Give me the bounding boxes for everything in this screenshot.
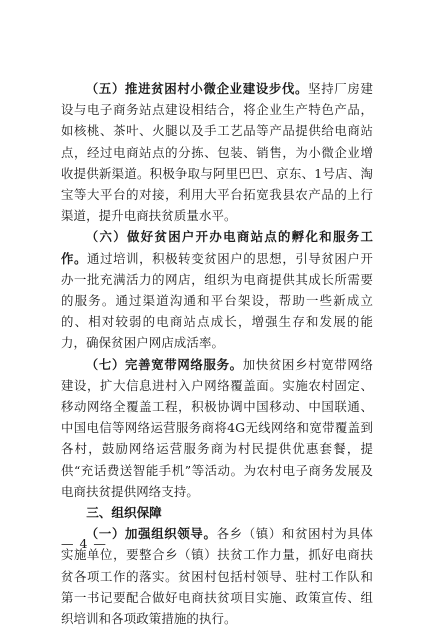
- paragraph-organization-body: 各乡（镇）和贫困村为具体实施单位，要整合乡（镇）扶贫工作力量，抓好电商扶贫各项工作的落实。贫困村包括村领导、驻村工作队和第一书记要配合做好电商扶贫项目实施、政策宣传、组织培训和各项政策措施的执行。: [61, 526, 373, 627]
- paragraph-7-lead: （七）完善宽带网络服务。: [85, 356, 243, 372]
- paragraph-7: [61, 354, 373, 502]
- paragraph-5: [61, 78, 373, 226]
- paragraph-organization-lead: （一）加强组织领导。: [85, 526, 217, 542]
- paragraph-6-body: 通过培训，积极转变贫困户的思想，引导贫困户开办一批充满活力的网店，组织为电商提供其成长所需要的服务。通过渠道沟通和平台架设，帮助一些新成立的、相对较弱的电商站点成长，增强生存和发展的能力，确保贫困户网店成活率。: [61, 250, 373, 351]
- paragraph-6: [61, 226, 373, 353]
- paragraph-7-body: 加快贫困乡村宽带网络建设，扩大信息进村入户网络覆盖面。实施农村固定、移动网络全覆盖工程，积极协调中国移动、中国联通、中国电信等网络运营服务商将4G无线网络和宽带覆盖到各村，鼓励网络运营服务商为村民提供优惠套餐，提供“充话费送智能手机”等活动。为农村电子商务发展及电商扶贫提供网络支持。: [61, 356, 373, 499]
- paragraph-5-body: 坚持厂房建设与电子商务站点建设相结合，将企业生产特色产品，如核桃、茶叶、火腿以及手工艺品等产品提供给电商站点，经过电商站点的分拣、包装、销售，为小微企业增收提供新渠道。积极争取与阿里巴巴、京东、1号店、淘宝等大平台的对接，利用大平台拓宽我县农产品的上行渠道，提升电商扶贫质量水平。: [61, 81, 373, 224]
- document-body: [61, 78, 373, 629]
- paragraph-5-lead: （五）推进贫困村小微企业建设步伐。: [85, 81, 309, 96]
- page-number: — 4 —: [61, 536, 107, 551]
- section-heading: 三、组织保障: [86, 505, 162, 521]
- paragraph-organization: [61, 523, 373, 629]
- paragraph-6-lead: （六）做好贫困户开办电商站点的孵化和服务工作。: [61, 229, 373, 266]
